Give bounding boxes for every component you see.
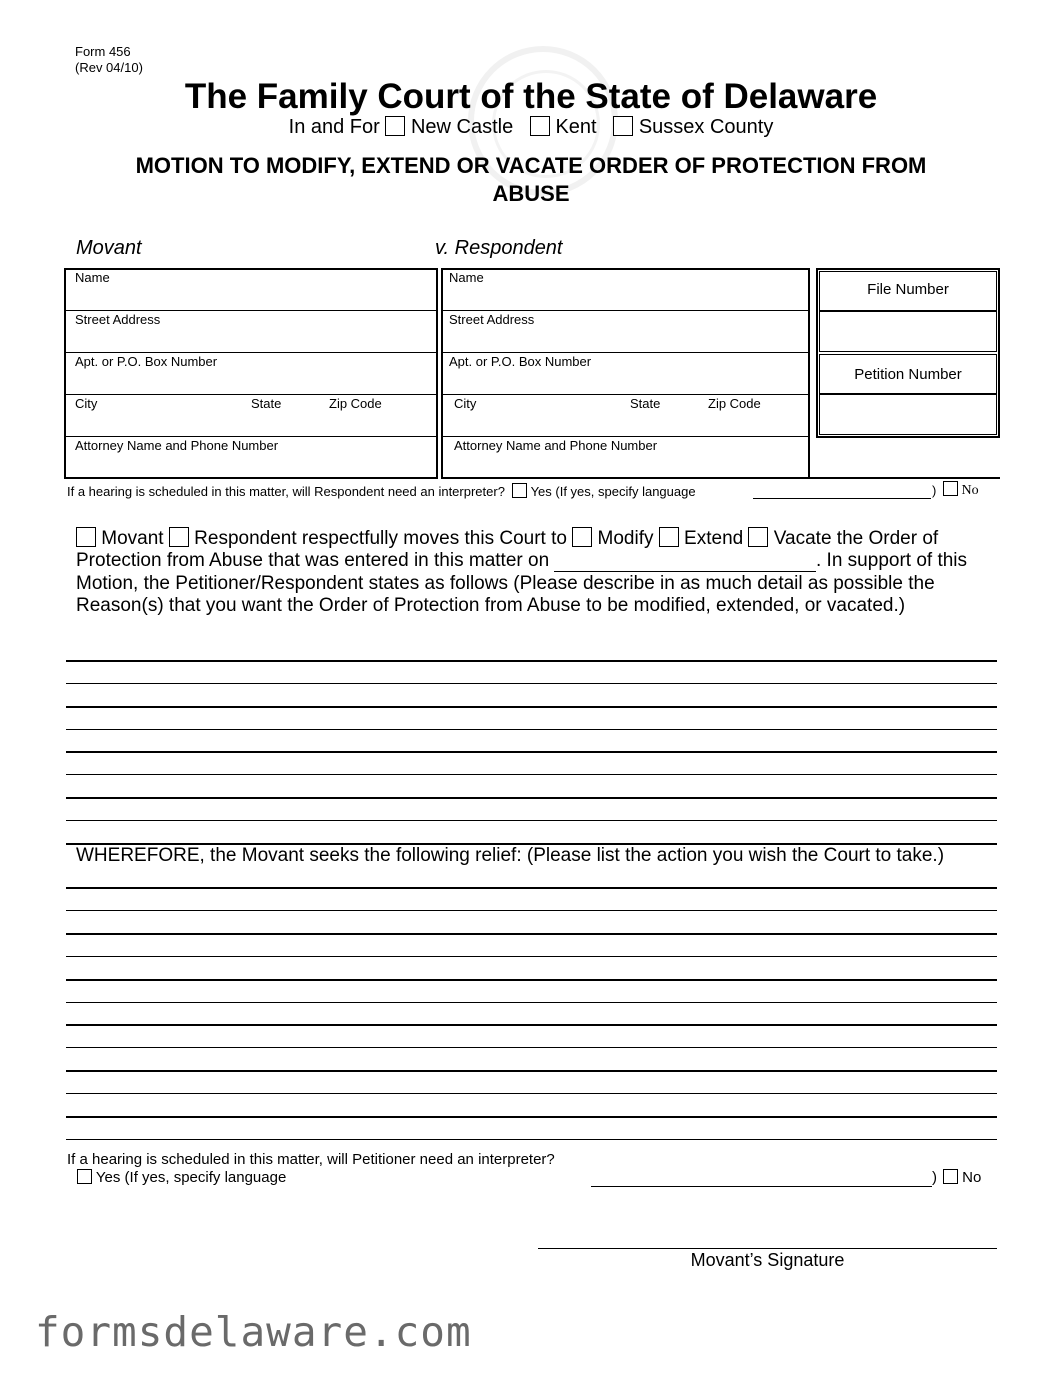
kent-label: Kent — [555, 116, 597, 138]
movant-heading: Movant — [76, 237, 142, 259]
sussex-label: Sussex County — [638, 116, 774, 138]
movant-name-field[interactable]: Name — [75, 270, 110, 285]
petitioner-interpreter-no-checkbox[interactable] — [943, 1169, 958, 1184]
motion-line-1 — [76, 527, 938, 550]
kent-checkbox[interactable] — [530, 116, 550, 136]
respondent-interpreter-close: ) — [932, 483, 937, 498]
in-and-for-label: In and For — [288, 116, 380, 138]
extend-checkbox[interactable] — [659, 527, 679, 547]
file-number-label: File Number — [867, 281, 949, 298]
petitioner-language-field[interactable] — [591, 1186, 932, 1187]
motion-line-3: Motion, the Petitioner/Respondent states as follows (Please describe in as much detail as possible the — [76, 573, 935, 594]
table-bottom-rule — [810, 477, 1000, 479]
sussex-checkbox[interactable] — [613, 116, 633, 136]
extend-label: Extend — [684, 528, 744, 549]
respondent-state-field[interactable]: State — [630, 396, 661, 411]
site-watermark: formsdelaware.com — [35, 1308, 472, 1356]
petitioner-interpreter-close: ) — [932, 1169, 937, 1186]
petitioner-interpreter-yes-row — [77, 1169, 286, 1186]
movant-zip-field[interactable]: Zip Code — [329, 396, 382, 411]
petition-number-label: Petition Number — [854, 366, 962, 383]
movant-option-label: Movant — [101, 528, 164, 549]
respondent-checkbox[interactable] — [169, 527, 189, 547]
respondent-interpreter-question: If a hearing is scheduled in this matter, will Respondent need an interpreter? — [67, 484, 505, 499]
movant-city-field[interactable]: City — [75, 396, 98, 411]
new-castle-checkbox[interactable] — [385, 116, 405, 136]
vacate-checkbox[interactable] — [748, 527, 768, 547]
county-selector — [0, 116, 1062, 139]
petitioner-interpreter-no-label: No — [962, 1169, 982, 1186]
movant-attorney-field[interactable]: Attorney Name and Phone Number — [75, 438, 279, 453]
respondent-moves-text: Respondent respectfully moves this Court to — [194, 528, 567, 549]
movant-checkbox[interactable] — [76, 527, 96, 547]
motion-title-line2: ABUSE — [492, 181, 570, 206]
signature-line[interactable] — [538, 1248, 997, 1249]
movant-state-field[interactable]: State — [251, 396, 282, 411]
respondent-apt-field[interactable]: Apt. or P.O. Box Number — [449, 354, 592, 369]
motion-line-2-end: . In support of this — [816, 550, 968, 571]
respondent-interpreter-no-checkbox[interactable] — [943, 481, 958, 496]
modify-label: Modify — [597, 528, 654, 549]
court-title: The Family Court of the State of Delaware — [184, 77, 878, 116]
respondent-interpreter-no-label: No — [961, 483, 979, 498]
form-id — [75, 44, 143, 76]
motion-line-2-start: Protection from Abuse that was entered in this matter on — [76, 550, 550, 571]
motion-line-4: Reason(s) that you want the Order of Protection from Abuse to be modified, extended, or vacated.) — [76, 595, 906, 616]
respondent-zip-field[interactable]: Zip Code — [708, 396, 761, 411]
respondent-interpreter-no — [943, 481, 979, 499]
signature-label: Movant’s Signature — [690, 1250, 845, 1270]
wherefore-text: WHEREFORE, the Movant seeks the following relief: (Please list the action you wish the Court to take.) — [76, 845, 945, 866]
respondent-attorney-field[interactable]: Attorney Name and Phone Number — [454, 438, 658, 453]
petitioner-interpreter-question: If a hearing is scheduled in this matter, will Petitioner need an interpreter? — [67, 1151, 555, 1168]
new-castle-label: New Castle — [410, 116, 514, 138]
vacate-label: Vacate the Order of — [773, 528, 939, 549]
petitioner-interpreter-yes-checkbox[interactable] — [77, 1169, 92, 1184]
respondent-street-field[interactable]: Street Address — [449, 312, 535, 327]
motion-title-line1: MOTION TO MODIFY, EXTEND OR VACATE ORDER OF PROTECTION FROM — [135, 153, 927, 178]
petitioner-interpreter-no — [943, 1169, 981, 1186]
movant-street-field[interactable]: Street Address — [75, 312, 161, 327]
motion-title — [0, 152, 1062, 208]
form-number: Form 456 — [75, 44, 131, 59]
respondent-interpreter-yes-label: Yes (If yes, specify language — [530, 484, 696, 499]
modify-checkbox[interactable] — [572, 527, 592, 547]
movant-apt-field[interactable]: Apt. or P.O. Box Number — [75, 354, 218, 369]
respondent-name-field[interactable]: Name — [449, 270, 484, 285]
respondent-heading: v. Respondent — [435, 237, 563, 259]
respondent-city-field[interactable]: City — [454, 396, 477, 411]
petitioner-interpreter-yes-label: Yes (If yes, specify language — [95, 1169, 287, 1186]
respondent-language-field[interactable] — [753, 498, 931, 499]
order-date-field[interactable] — [554, 571, 816, 572]
respondent-interpreter-row — [67, 483, 696, 499]
respondent-interpreter-yes-checkbox[interactable] — [512, 483, 527, 498]
form-revision: (Rev 04/10) — [75, 60, 143, 75]
